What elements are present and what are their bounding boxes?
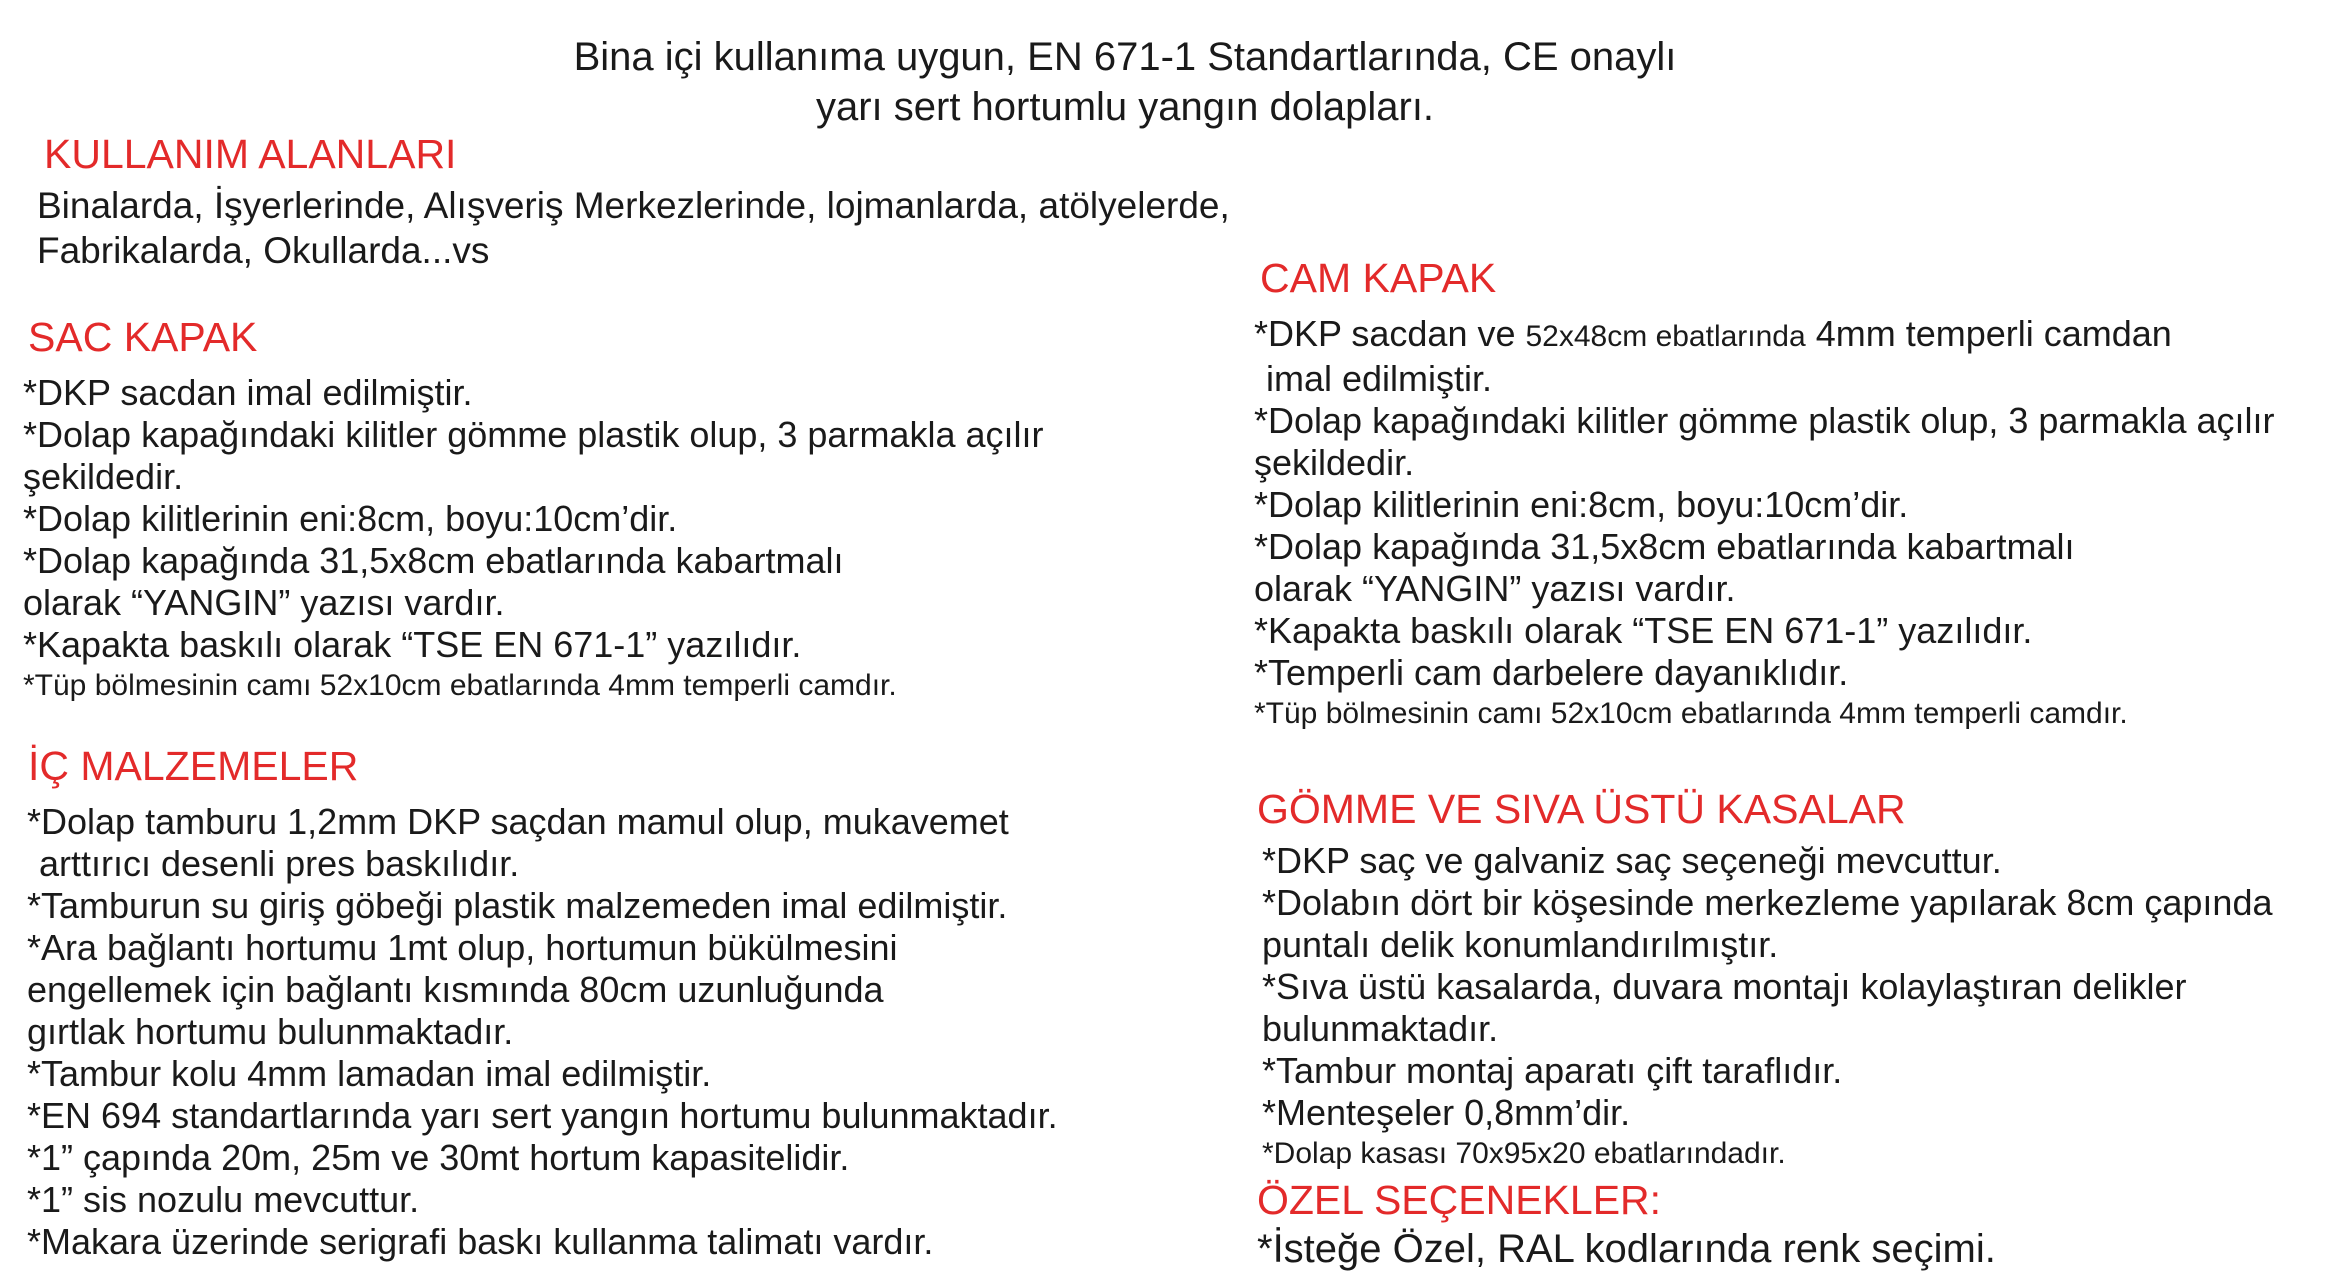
inner-line-2: arttırıcı desenli pres baskılıdır. <box>39 843 520 884</box>
special-options-line: *İsteğe Özel, RAL kodlarında renk seçimi. <box>1257 1227 1996 1271</box>
inner-line-1: *Dolap tamburu 1,2mm DKP saçdan mamul olup, mukavemet <box>27 801 1009 842</box>
steel-door-line-3: şekildedir. <box>23 456 184 497</box>
glass-door-line-1b: 52x48cm ebatlarında <box>1525 320 1806 353</box>
intro-line-2: yarı sert hortumlu yangın dolapları. <box>815 85 1435 129</box>
usage-line-1: Binalarda, İşyerlerinde, Alışveriş Merkezlerinde, lojmanlarda, atölyelerde, <box>37 185 1230 226</box>
glass-door-line-7: olarak “YANGIN” yazısı vardır. <box>1254 568 1736 609</box>
inner-line-4: *Ara bağlantı hortumu 1mt olup, hortumun bükülmesini <box>27 927 898 968</box>
usage-areas-heading: KULLANIM ALANLARI <box>44 131 457 177</box>
inner-line-9: *1” çapında 20m, 25m ve 30mt hortum kapasitelidir. <box>27 1137 850 1178</box>
special-options-heading: ÖZEL SEÇENEKLER: <box>1257 1177 1662 1223</box>
glass-door-line-8: *Kapakta baskılı olarak “TSE EN 671-1” yazılıdır. <box>1254 610 2033 651</box>
glass-door-line-6: *Dolap kapağında 31,5x8cm ebatlarında kabartmalı <box>1254 526 2075 567</box>
glass-door-list <box>1254 313 2274 734</box>
frames-line-4: *Sıva üstü kasalarda, duvara montajı kolaylaştıran delikler <box>1262 966 2187 1007</box>
glass-door-line-1a: *DKP sacdan ve <box>1254 313 1526 354</box>
inner-materials-list <box>27 801 1058 1263</box>
glass-door-line-10: *Tüp bölmesinin camı 52x10cm ebatlarında 4mm temperli camdır. <box>1254 697 2128 730</box>
frames-line-6: *Tambur montaj aparatı çift taraflıdır. <box>1262 1050 1843 1091</box>
inner-line-8: *EN 694 standartlarında yarı sert yangın hortumu bulunmaktadır. <box>27 1095 1058 1136</box>
steel-door-list <box>23 372 1043 706</box>
usage-areas-text <box>37 183 1230 273</box>
steel-door-line-1: *DKP sacdan imal edilmiştir. <box>23 372 473 413</box>
frames-line-2: *Dolabın dört bir köşesinde merkezleme yapılarak 8cm çapında <box>1262 882 2273 923</box>
steel-door-heading: SAC KAPAK <box>28 314 258 360</box>
frames-line-3: puntalı delik konumlandırılmıştır. <box>1262 924 1779 965</box>
glass-door-line-1 <box>1254 313 2274 358</box>
glass-door-line-5: *Dolap kilitlerinin eni:8cm, boyu:10cm’dir. <box>1254 484 1909 525</box>
inner-line-3: *Tamburun su giriş göbeği plastik malzemeden imal edilmiştir. <box>27 885 1008 926</box>
intro-text <box>0 32 2250 132</box>
special-options-text <box>1257 1226 1996 1272</box>
steel-door-line-2: *Dolap kapağındaki kilitler gömme plastik olup, 3 parmakla açılır <box>23 414 1044 455</box>
steel-door-line-4: *Dolap kilitlerinin eni:8cm, boyu:10cm’dir. <box>23 498 678 539</box>
intro-line-1: Bina içi kullanıma uygun, EN 671-1 Standartlarında, CE onaylı <box>573 35 1677 79</box>
steel-door-line-6: olarak “YANGIN” yazısı vardır. <box>23 582 505 623</box>
frames-line-5: bulunmaktadır. <box>1262 1008 1499 1049</box>
inner-line-10: *1” sis nozulu mevcuttur. <box>27 1179 420 1220</box>
glass-door-line-3: *Dolap kapağındaki kilitler gömme plastik olup, 3 parmakla açılır <box>1254 400 2275 441</box>
steel-door-line-5: *Dolap kapağında 31,5x8cm ebatlarında kabartmalı <box>23 540 844 581</box>
steel-door-line-7: *Kapakta baskılı olarak “TSE EN 671-1” yazılıdır. <box>23 624 802 665</box>
frames-line-8: *Dolap kasası 70x95x20 ebatlarındadır. <box>1262 1137 1786 1170</box>
inner-line-5: engellemek için bağlantı kısmında 80cm uzunluğunda <box>27 969 884 1010</box>
usage-line-2: Fabrikalarda, Okullarda...vs <box>37 230 490 271</box>
glass-door-line-9: *Temperli cam darbelere dayanıklıdır. <box>1254 652 1849 693</box>
inner-materials-heading: İÇ MALZEMELER <box>28 743 359 789</box>
inner-line-7: *Tambur kolu 4mm lamadan imal edilmiştir. <box>27 1053 712 1094</box>
inner-line-11: *Makara üzerinde serigrafi baskı kullanma talimatı vardır. <box>27 1221 934 1262</box>
glass-door-line-4: şekildedir. <box>1254 442 1415 483</box>
steel-door-line-8: *Tüp bölmesinin camı 52x10cm ebatlarında 4mm temperli camdır. <box>23 669 897 702</box>
cabinet-frames-list <box>1262 840 2273 1174</box>
glass-door-heading: CAM KAPAK <box>1260 255 1497 301</box>
frames-line-7: *Menteşeler 0,8mm’dir. <box>1262 1092 1631 1133</box>
inner-line-6: gırtlak hortumu bulunmaktadır. <box>27 1011 514 1052</box>
glass-door-line-1c: 4mm temperli camdan <box>1805 313 2172 354</box>
glass-door-line-2: imal edilmiştir. <box>1266 358 1493 399</box>
cabinet-frames-heading: GÖMME VE SIVA ÜSTÜ KASALAR <box>1257 786 1906 832</box>
frames-line-1: *DKP saç ve galvaniz saç seçeneği mevcuttur. <box>1262 840 2002 881</box>
